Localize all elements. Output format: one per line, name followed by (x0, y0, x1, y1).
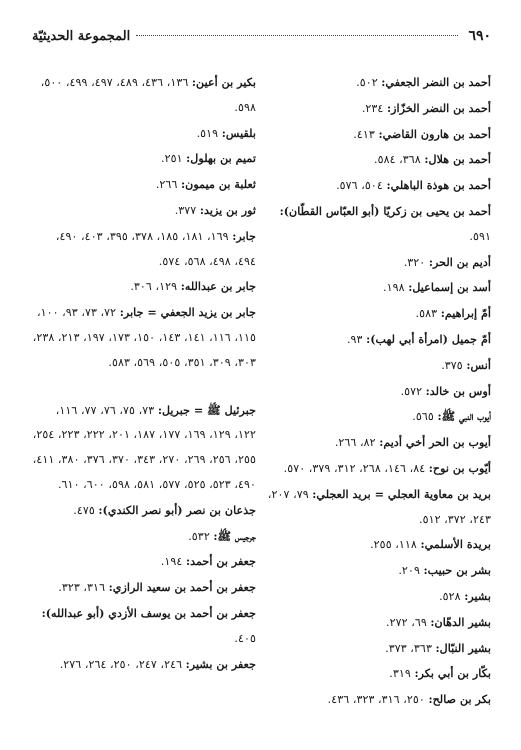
entry-page-refs: ٢٥٠، ٣١٦، ٣٢٣، ٤٣٦. (327, 693, 425, 707)
index-entry (267, 96, 491, 122)
index-entry (32, 549, 256, 575)
entry-name: أحمد بن يحيى بن زكريّا (أبو العبّاس القطّان): (279, 203, 491, 218)
index-column-left (32, 70, 256, 677)
index-entry (267, 199, 491, 250)
entry-name: جرجيس ﷺ: (213, 528, 256, 543)
entry-page-refs: ٦٩، ٢٧٢. (386, 615, 427, 629)
entry-page-refs: ٥٦٥. (412, 410, 434, 424)
entry-name: أوس بن خالد: (425, 383, 491, 398)
entry-page-refs: ١٩٤. (160, 555, 183, 569)
entry-name: جابر بن عبدالله: (180, 279, 256, 294)
index-entry (32, 652, 256, 678)
entry-page-refs: ٣٢٠. (403, 255, 426, 269)
index-entry (267, 379, 491, 405)
entry-name: أنس: (466, 357, 491, 372)
entry-name: أديم بن الحر: (428, 254, 491, 269)
entry-page-refs: ٤٧٥. (73, 503, 95, 517)
entry-name: ثعلبة بن ميمون: (181, 177, 256, 192)
entry-page-refs: ٣٦٨، ٥٨٤. (374, 153, 421, 167)
index-entry (267, 636, 491, 662)
entry-name: بكير بن أعين: (191, 75, 256, 89)
index-entry (267, 558, 491, 584)
entry-page-refs: ٢٣٤. (361, 101, 384, 115)
entry-page-refs: ٥٢٨. (439, 589, 461, 603)
entry-name: بشير الدهّان: (430, 614, 491, 629)
page-number: ٦٩٠ (468, 28, 491, 44)
entry-name: أمّ جميل (امرأة أبي لهب): (366, 331, 491, 346)
index-entry (32, 524, 256, 550)
entry-name: جعفر بن أحمد بن سعيد الرازي: (108, 580, 256, 595)
index-entry (267, 147, 491, 173)
entry-page-refs: ٥٣٢. (188, 529, 210, 543)
entry-name: بشير النبّال: (435, 640, 491, 655)
index-entry (267, 584, 491, 610)
entry-page-refs: ٣٦٣، ٣٧٣. (385, 641, 432, 655)
index-entry (267, 404, 491, 430)
entry-name: أيوب النبي ﷺ: (437, 409, 491, 424)
index-entry (267, 122, 491, 148)
index-entry (267, 430, 491, 456)
index-entry (267, 482, 491, 533)
entry-name: أحمد بن هلال: (424, 152, 491, 167)
entry-page-refs: ١٩٨. (383, 281, 405, 295)
entry-page-refs: ٢٥١. (161, 152, 183, 166)
entry-name: أسد بن إسماعيل: (408, 280, 491, 295)
index-entry (267, 70, 491, 96)
index-entry (32, 70, 256, 121)
entry-name: أيوب بن الحر أخي أديم: (379, 435, 491, 450)
entry-page-refs: ١٦٩، ١٨١، ١٨٥، ٣٧٨، ٣٩٥، ٤٠٣، ٤٩٠، ٤٩٤، ٤٩٨، ٥٦٨، ٥٧٤. (55, 229, 256, 268)
entry-name: جعفر بن أحمد: (185, 554, 256, 569)
index-entry (267, 275, 491, 301)
entry-page-refs: ٥٩١. (469, 229, 491, 243)
entry-page-refs: ٥٧٢. (400, 384, 423, 398)
index-entry (32, 224, 256, 275)
entry-gap (32, 376, 256, 398)
entry-name: بريد بن معاوية العجلي = بريد العجلي: (312, 486, 491, 501)
entry-name: أحمد بن هوذة الباهلي: (386, 178, 491, 193)
running-header (32, 28, 491, 46)
index-entry (32, 398, 256, 498)
entry-page-refs: ٧٩، ٢٠٧، ٢٤٣، ٣٧٢، ٥١٢. (267, 487, 491, 526)
entry-page-refs: ٣٧٥. (441, 358, 463, 372)
entry-page-refs: ٣١٩. (389, 667, 411, 681)
entry-name: جبرئيل ﷺ = جبريل: (157, 402, 256, 417)
entry-page-refs: ٥٠٢. (356, 76, 378, 89)
entry-name: بشير: (464, 588, 491, 603)
index-entry (267, 353, 491, 379)
index-entry (32, 601, 256, 652)
entry-page-refs: ٣٧٧. (174, 203, 197, 217)
entry-name: جابر: (232, 228, 256, 243)
entry-name: أمّ إبراهيم: (440, 306, 491, 321)
index-entry (32, 498, 256, 524)
entry-name: بكر بن صالح: (428, 692, 491, 707)
running-title: المجموعة الحديثيّة (32, 29, 131, 44)
entry-name: بريدة الأسلمي: (420, 537, 491, 552)
entry-name: جعفر بن أحمد بن يوسف الأزدي (أبو عبدالله): (41, 605, 256, 620)
index-entry (32, 198, 256, 224)
entry-name: جعفر بن بشير: (185, 656, 256, 671)
entry-name: أحمد بن النضر الخزّاز: (387, 100, 491, 115)
entry-page-refs: ٥٨٣. (415, 307, 438, 321)
index-entry (267, 687, 491, 713)
index-entry (267, 610, 491, 636)
entry-name: بلقيس: (221, 125, 256, 140)
entry-name: جذعان بن نصر (أبو نصر الكندي): (98, 502, 256, 517)
index-entry (267, 532, 491, 558)
index-entry (32, 146, 256, 172)
entry-name: أحمد بن النضر الجعفي: (381, 75, 491, 89)
entry-page-refs: ١٣٦، ٤٣٦، ٤٨٩، ٤٩٧، ٤٩٩، ٥٠٠، ٥٩٨. (40, 76, 256, 114)
header-dotted-leader (136, 35, 458, 36)
index-entry (32, 575, 256, 601)
entry-page-refs: ٢٦٦. (155, 178, 178, 192)
index-entry (32, 274, 256, 300)
entry-page-refs: ٢٠٩. (398, 564, 420, 578)
index-entry (267, 173, 491, 199)
entry-page-refs: ٧٢، ٧٣، ٩٣، ١٠٠، ١١٥، ١١٦، ١٤١، ١٤٣، ١٥٠، ١٧٣، ١٩٧، ٢١٣، ٢٣٨، ٣٠٣، ٣٠٩، ٣٥١، ٥٠٥، ٥٦٩، ٥٨٣. (32, 306, 256, 369)
entry-page-refs: ٢٤٦، ٢٤٧، ٢٥٠، ٢٦٤، ٢٧٦. (59, 657, 183, 671)
entry-page-refs: ٣١٦، ٣٢٣. (58, 581, 106, 595)
entry-name: أيّوب بن نوح: (428, 460, 491, 475)
entry-name: بكّار بن أبي بكر: (414, 666, 491, 681)
entry-page-refs: ٨٤، ١٤٦، ٢٦٨، ٣١٢، ٣٧٩، ٥٧٠. (283, 461, 426, 475)
entry-name: جابر بن يزيد الجعفي = جابر: (119, 305, 256, 320)
entry-name: بشر بن حبيب: (423, 563, 491, 578)
index-column-right (267, 70, 491, 713)
entry-page-refs: ٥٠٤، ٥٧٦. (336, 179, 383, 193)
entry-name: ثور بن يزيد: (199, 202, 256, 217)
index-entry (267, 301, 491, 327)
index-entry (267, 327, 491, 353)
index-entry (267, 250, 491, 276)
entry-page-refs: ٤٠٥. (234, 631, 256, 645)
entry-page-refs: ٥١٩. (196, 126, 219, 140)
entry-page-refs: ٤١٣. (353, 127, 375, 141)
index-entry (32, 172, 256, 198)
entry-page-refs: ٨٢، ٢٦٦. (334, 436, 376, 450)
entry-page-refs: ١٢٩، ٣٠٦. (130, 280, 178, 294)
index-entry (32, 121, 256, 147)
entry-name: تميم بن بهلول: (186, 151, 256, 166)
entry-name: أحمد بن هارون القاضي: (378, 126, 491, 141)
index-entry (32, 300, 256, 375)
entry-page-refs: ١١٨، ٢٥٥. (370, 538, 417, 552)
index-entry (267, 661, 491, 687)
entry-page-refs: ٩٣. (346, 332, 363, 346)
index-entry (267, 456, 491, 482)
entry-page-refs: ٧٣، ٧٥، ٧٦، ٧٧، ١١٦، ١٢٢، ١٢٩، ١٦٩، ١٧٧، ١٨٧، ٢٠١، ٢٢٢، ٢٢٣، ٢٥٤، ٢٥٥، ٢٥٦، ٢٦٩، ٢٧٠، ٣٤٣، ٣٧٠، ٣٧٦، ٣٨٠، ٤١١، ٤٩٠، ٥٢٣، ٥٢٥، ٥٧٧، ٥٨١، ٥٩٨، ٦٠٠، ٦١٠. (32, 403, 256, 491)
